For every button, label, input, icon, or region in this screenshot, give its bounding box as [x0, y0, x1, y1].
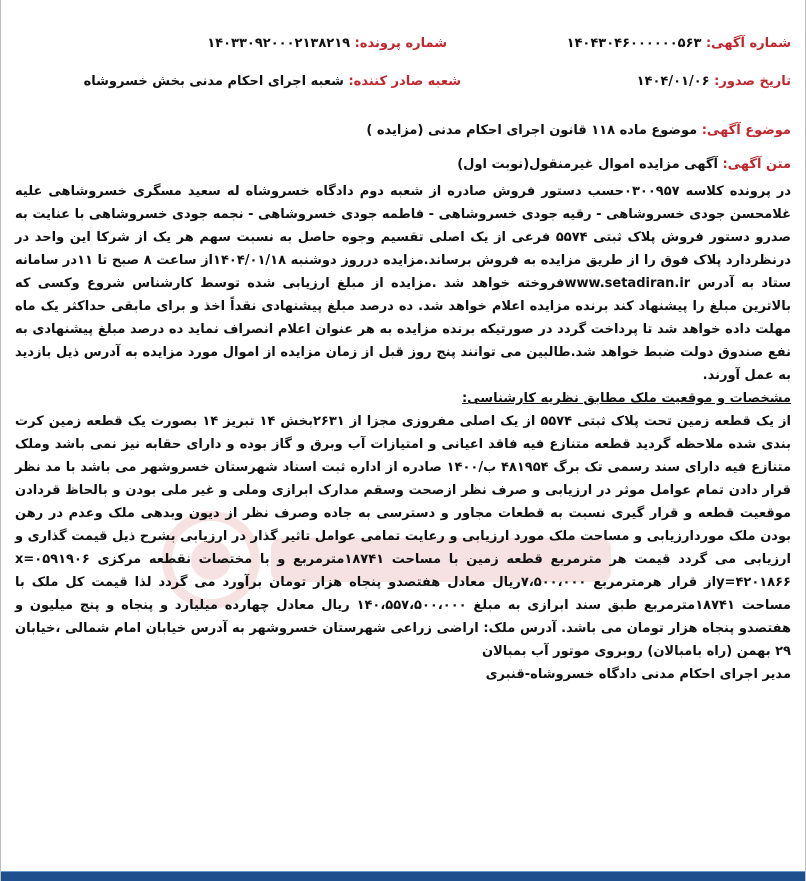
issuer: شعبه اجرای احکام مدنی بخش خسروشاه [83, 74, 344, 89]
property-paragraph: از یک قطعه زمین تحت پلاک ثبتی ۵۵۷۴ از یک اصلی مفروزی مجزا از ۲۶۳۱بخش ۱۴ تبریز ۱۴ بصورت یک قطعه زمین کرت بندی شده ملاحظه گردید قطعه متنازع فیه فاقد اعیانی و امتیازات آب وبرق و گاز بوده و دارای حقابه نیز نمی باشد وملک متنازع فیه دارای سند رسمی تک برگ ۴۸۱۹۵۴ ب/۱۴۰۰ صادره از اداره ثبت اسناد شهرستان خسروشهر می باشد با مد نظر قرار دادن تمام عوامل موثر در ارزیابی و صرف نظر ازصحت وسقم مدارک ابرازی وملی و غیر ملی بودن و بالحاظ قردادن موقعیت قطعه و قرار گیری نسبت به قطعات مجاور و دسترسی به جاده وصرف نظر از دیون وبدهی ملک وعدم در رهن بودن ملک موردارزیابی و مساحت ملک مورد ارزیابی و رعایت تمامی عوامل تاثیر گذار در ارزیابی بشرح ذیل قیمت گذاری و ارزیابی می گردد قیمت هر مترمربع قطعه زمین با مساحت ۱۸۷۴۱مترمربع و با مختصات نقطعه مرکزی x=۰۵۹۱۹۰۶ y=۴۲۰۱۸۶۶از قرار هرمترمربع ۷،۵۰۰،۰۰۰ریال معادل هفتصدو پنجاه هزار تومان برآورد می گردد لذا قیمت کل ملک با مساحت ۱۸۷۴۱مترمربع طبق سند ابرازی به مبلغ ۱۴۰،۵۵۷،۵۰۰،۰۰۰ ریال معادل چهارده میلیارد و پنجاه و پنج میلیون و هفتصدو پنجاه هزار تومان می باشد. آدرس ملک: اراضی زراعی شهرستان خسروشهر به آدرس خیابان امام شمالی ،خیابان ۲۹ بهمن (راه بامبالان) روبروی موتور آب بمبالان [15, 414, 792, 659]
signature: مدیر اجرای احکام مدنی دادگاه خسروشاه-قنبری [485, 667, 791, 682]
subject-label: موضوع آگهی: [701, 123, 791, 138]
body-label: متن آگهی: [722, 157, 791, 172]
body-heading-row [457, 157, 791, 172]
notice-number-label: شماره آگهی: [705, 36, 791, 51]
issue-date-row [637, 74, 791, 89]
notice-body [15, 180, 791, 686]
case-number-row [207, 36, 447, 51]
case-number: ۱۴۰۳۳۰۹۲۰۰۰۲۱۳۸۲۱۹ [207, 36, 351, 51]
issuer-row [84, 74, 461, 89]
body-headline: آگهی مزایده اموال غیرمنقول(نوبت اول) [457, 157, 718, 172]
case-number-label: شماره پرونده: [354, 36, 447, 51]
auction-paragraph: در پرونده کلاسه ۰۳۰۰۹۵۷حسب دستور فروش صادره از شعبه دوم دادگاه خسروشاه له سعید مسگری خسروشاهی علیه غلامحسن جودی خسروشاهی - رقیه جودی خسروشاهی - فاطمه جودی خسروشاهی - نجمه جودی خسروشاهی با عنایت به صدرو دستور فروش پلاک ثبتی ۵۵۷۴ فرعی از یک اصلی تقسیم وجوه حاصل به نسبت سهم هر یک از شرکا این واحد در درنظردارد پلاک فوق را از طریق مزایده به فروش برساند.مزایده درروز دوشنبه ۱۴۰۴/۰۱/۱۸از ساعت ۸ صبح تا ۱۱در سامانه ستاد به آدرس www.setadiran.irفروخته خواهد شد .مزایده از مبلغ ارزیابی شده توسط کارشناس شروع وکسی که بالاترین مبلغ را پیشنهاد کند برنده مزایده اعلام خواهد شد. ده درصد مبلغ پیشنهادی نقداً اخذ و برای مابقی حداکثر یک ماه مهلت داده خواهد شد تا پرداخت گردد در صورتیکه برنده مزایده به هر عنوان اعلام انصراف نماید ده درصد مبلغ پیشنهادی به نفع صندوق دولت ضبط خواهد شد.طالبین می توانند پنج روز قبل از زمان مزایده از اموال مورد مزایده به آدرس ذیل بازدید به عمل آورند. [15, 184, 792, 383]
issue-date-label: تاریخ صدور: [714, 74, 791, 89]
subject-row [366, 123, 791, 138]
issue-date: ۱۴۰۴/۰۱/۰۶ [636, 74, 710, 89]
subject-value: موضوع ماده ۱۱۸ قانون اجرای احکام مدنی (مزایده ) [366, 123, 698, 138]
notice-number-row [567, 36, 791, 51]
property-section-title: مشخصات و موقعیت ملک مطابق نظریه کارشناسی: [461, 391, 791, 406]
notice-number: ۱۴۰۴۳۰۴۶۰۰۰۰۰۰۵۶۳ [566, 36, 702, 51]
bottom-bar [1, 871, 805, 881]
issuer-label: شعبه صادر کننده: [348, 74, 461, 89]
